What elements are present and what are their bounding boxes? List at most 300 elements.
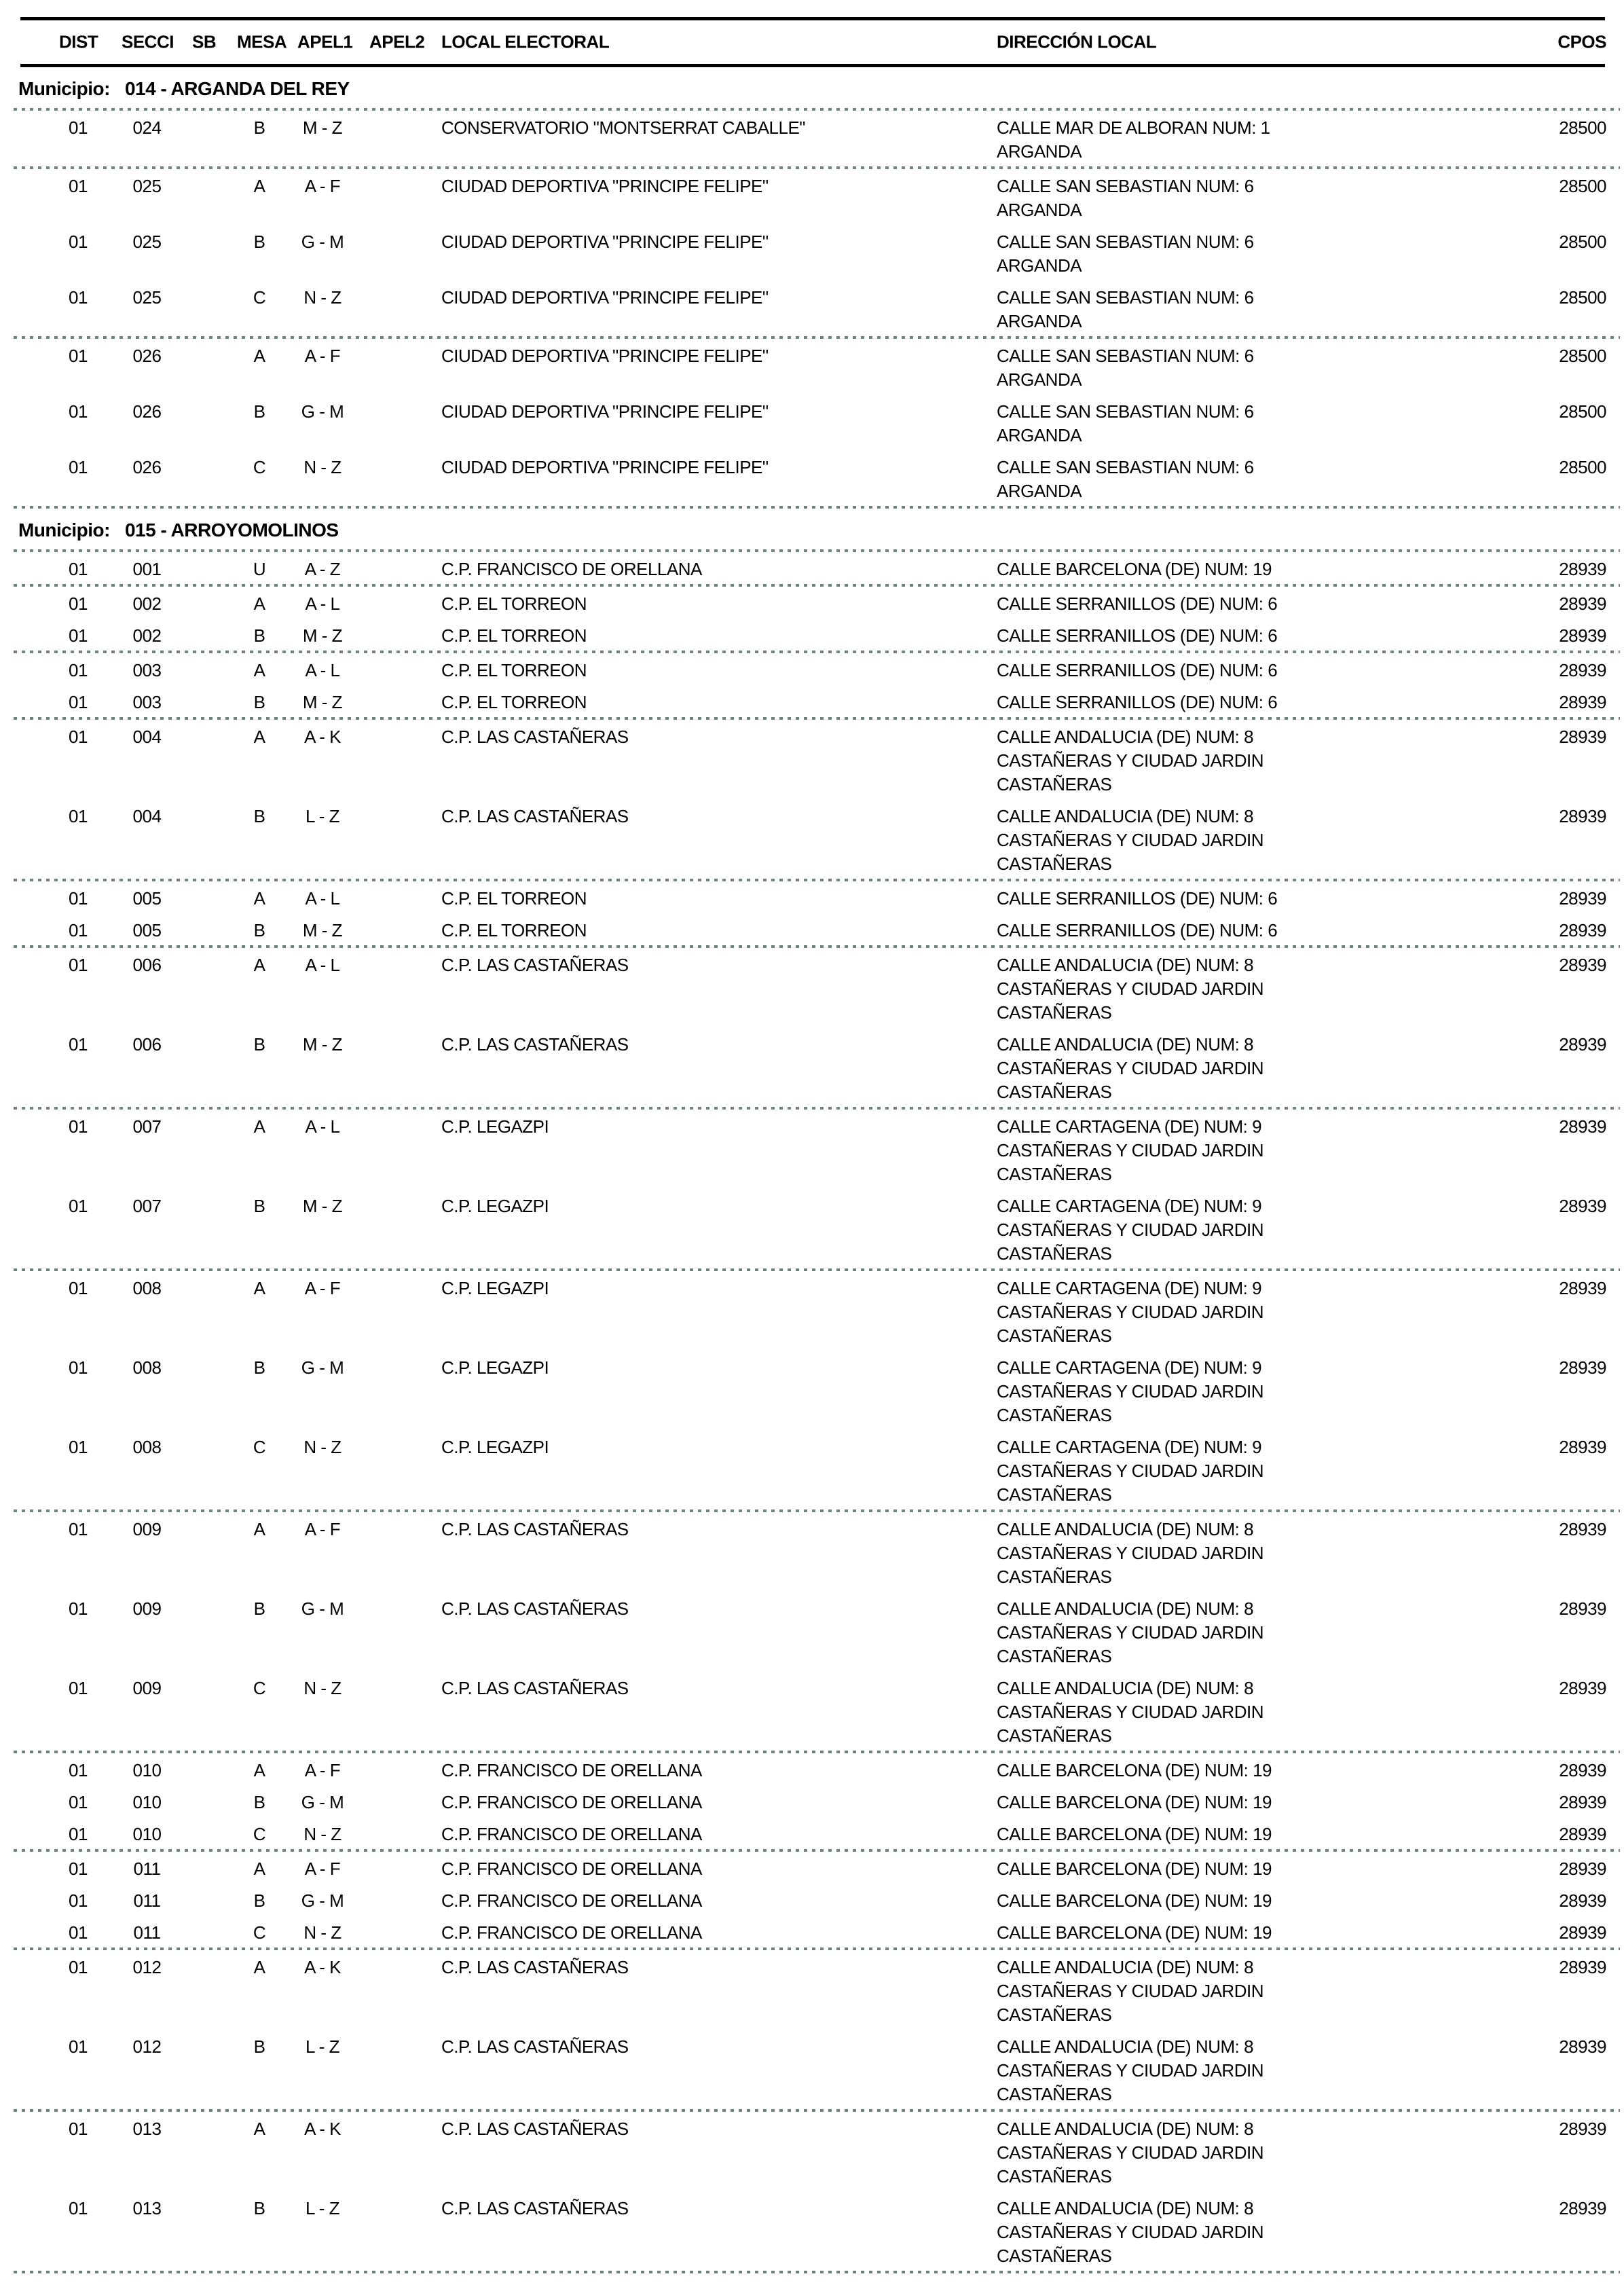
table-row xyxy=(0,881,1624,913)
row-address-line: CASTAÑERAS Y CIUDAD JARDIN xyxy=(997,1140,1263,1160)
col-header-dist: DIST xyxy=(59,31,98,52)
row-address-line: CASTAÑERAS Y CIUDAD JARDIN xyxy=(997,2222,1263,2242)
table-row xyxy=(0,1950,1624,2030)
row-secci: 025 xyxy=(132,232,162,252)
table-row xyxy=(0,799,1624,879)
row-dist: 01 xyxy=(69,660,88,680)
row-secci: 011 xyxy=(133,1859,161,1879)
row-apel-range: G - M xyxy=(301,1890,344,1911)
col-header-sb: SB xyxy=(192,31,217,52)
row-apel-range: M - Z xyxy=(302,625,343,646)
col-header-direccion: DIRECCIÓN LOCAL xyxy=(997,31,1157,52)
row-local: C.P. LAS CASTAÑERAS xyxy=(441,1957,629,1977)
row-cpos: 28939 xyxy=(1559,888,1606,909)
municipio-header xyxy=(0,509,1624,549)
row-local: C.P. LAS CASTAÑERAS xyxy=(441,2198,629,2218)
row-mesa: A xyxy=(253,955,265,975)
row-mesa: B xyxy=(253,920,265,940)
table-row xyxy=(0,2112,1624,2191)
row-secci: 008 xyxy=(132,1278,162,1298)
row-apel-range: A - F xyxy=(304,346,341,366)
table-row xyxy=(0,1110,1624,1189)
row-address-line: CALLE SAN SEBASTIAN NUM: 6 xyxy=(997,346,1254,366)
row-mesa: B xyxy=(253,1598,265,1619)
row-local: C.P. LEGAZPI xyxy=(441,1278,549,1298)
row-address xyxy=(997,557,1312,581)
row-address-line: CASTAÑERAS Y CIUDAD JARDIN xyxy=(997,1543,1263,1563)
row-dist: 01 xyxy=(69,1357,88,1378)
row-local: C.P. FRANCISCO DE ORELLANA xyxy=(441,1859,702,1879)
table-row xyxy=(0,948,1624,1027)
municipio-header xyxy=(0,67,1624,108)
row-mesa: A xyxy=(253,888,265,909)
row-mesa: B xyxy=(253,1792,265,1812)
row-address xyxy=(997,1033,1312,1104)
row-address xyxy=(997,1823,1312,1846)
row-cpos: 28939 xyxy=(1559,920,1606,940)
row-cpos: 28939 xyxy=(1559,1760,1606,1780)
row-dist: 01 xyxy=(69,1890,88,1911)
row-mesa: B xyxy=(253,692,265,712)
row-mesa: B xyxy=(253,1357,265,1378)
col-header-secci: SECCI xyxy=(122,31,174,52)
row-cpos: 28939 xyxy=(1559,955,1606,975)
row-address-line: CALLE SERRANILLOS (DE) NUM: 6 xyxy=(997,888,1278,909)
row-address xyxy=(997,1194,1312,1266)
row-address-line: CASTAÑERAS Y CIUDAD JARDIN xyxy=(997,1981,1263,2001)
row-cpos: 28939 xyxy=(1559,1196,1606,1216)
row-local: C.P. EL TORREON xyxy=(441,660,587,680)
row-apel-range: L - Z xyxy=(306,2198,339,2218)
row-dist: 01 xyxy=(69,1957,88,1977)
row-dist: 01 xyxy=(69,346,88,366)
row-address-line: CASTAÑERAS Y CIUDAD JARDIN xyxy=(997,1058,1263,1078)
row-mesa: B xyxy=(253,1034,265,1055)
row-mesa: B xyxy=(253,625,265,646)
row-local: C.P. LAS CASTAÑERAS xyxy=(441,806,629,826)
table-row xyxy=(0,169,1624,225)
row-cpos: 28939 xyxy=(1559,1034,1606,1055)
row-cpos: 28939 xyxy=(1559,727,1606,747)
row-local: C.P. LAS CASTAÑERAS xyxy=(441,1678,629,1698)
row-dist: 01 xyxy=(69,1859,88,1879)
row-local: C.P. EL TORREON xyxy=(441,920,587,940)
row-dist: 01 xyxy=(69,1678,88,1698)
row-local: CIUDAD DEPORTIVA "PRINCIPE FELIPE" xyxy=(441,346,769,366)
row-apel-range: A - F xyxy=(304,1519,341,1539)
row-mesa: B xyxy=(253,117,265,138)
row-dist: 01 xyxy=(69,176,88,196)
table-row xyxy=(0,1852,1624,1884)
table-row xyxy=(0,619,1624,651)
row-address xyxy=(997,2035,1312,2106)
row-secci: 011 xyxy=(133,1922,161,1943)
row-address-line: CALLE SAN SEBASTIAN NUM: 6 xyxy=(997,287,1254,308)
row-cpos: 28939 xyxy=(1559,2119,1606,2139)
row-cpos: 28500 xyxy=(1559,232,1606,252)
col-header-local: LOCAL ELECTORAL xyxy=(441,31,610,52)
row-address xyxy=(997,1857,1312,1881)
row-local: C.P. FRANCISCO DE ORELLANA xyxy=(441,1922,702,1943)
row-mesa: B xyxy=(253,1890,265,1911)
row-address-line: ARGANDA xyxy=(997,255,1082,276)
row-apel-range: G - M xyxy=(301,1598,344,1619)
row-mesa: B xyxy=(253,2198,265,2218)
row-apel-range: A - Z xyxy=(304,559,341,579)
row-local: C.P. FRANCISCO DE ORELLANA xyxy=(441,1824,702,1844)
row-address-line: CALLE ANDALUCIA (DE) NUM: 8 xyxy=(997,1678,1254,1698)
row-address-line: CASTAÑERAS xyxy=(997,1082,1112,1102)
row-cpos: 28939 xyxy=(1559,1357,1606,1378)
row-address-line: CALLE BARCELONA (DE) NUM: 19 xyxy=(997,1859,1272,1879)
row-secci: 005 xyxy=(132,888,162,909)
row-dist: 01 xyxy=(69,727,88,747)
row-apel-range: N - Z xyxy=(303,1922,342,1943)
row-secci: 009 xyxy=(132,1678,162,1698)
row-cpos: 28500 xyxy=(1559,176,1606,196)
row-dist: 01 xyxy=(69,2198,88,2218)
col-header-cpos: CPOS xyxy=(1557,31,1606,52)
row-local: C.P. LAS CASTAÑERAS xyxy=(441,2036,629,2057)
row-mesa: A xyxy=(253,346,265,366)
col-header-apel1: APEL1 xyxy=(297,31,353,52)
row-apel-range: A - L xyxy=(305,955,340,975)
row-apel-range: G - M xyxy=(301,1792,344,1812)
row-dist: 01 xyxy=(69,888,88,909)
row-apel-range: A - K xyxy=(304,1957,341,1977)
row-address-line: CASTAÑERAS xyxy=(997,2084,1112,2104)
row-mesa: A xyxy=(253,1116,265,1137)
row-apel-range: L - Z xyxy=(306,2036,339,2057)
row-address-line: CASTAÑERAS xyxy=(997,1243,1112,1264)
row-address-line: CALLE SAN SEBASTIAN NUM: 6 xyxy=(997,401,1254,422)
row-apel-range: N - Z xyxy=(303,1678,342,1698)
row-secci: 006 xyxy=(132,955,162,975)
row-address xyxy=(997,456,1312,503)
row-mesa: U xyxy=(253,559,266,579)
row-address xyxy=(997,2197,1312,2268)
row-address-line: CALLE SAN SEBASTIAN NUM: 6 xyxy=(997,176,1254,196)
row-secci: 007 xyxy=(132,1116,162,1137)
row-mesa: A xyxy=(253,660,265,680)
row-cpos: 28500 xyxy=(1559,457,1606,477)
row-address-line: CASTAÑERAS Y CIUDAD JARDIN xyxy=(997,1381,1263,1402)
table-row xyxy=(0,2191,1624,2271)
table-row xyxy=(0,587,1624,619)
row-cpos: 28939 xyxy=(1559,2036,1606,2057)
row-secci: 002 xyxy=(132,593,162,614)
row-address-line: CALLE ANDALUCIA (DE) NUM: 8 xyxy=(997,1034,1254,1055)
row-mesa: B xyxy=(253,2036,265,2057)
row-local: C.P. EL TORREON xyxy=(441,625,587,646)
row-address-line: CASTAÑERAS Y CIUDAD JARDIN xyxy=(997,1461,1263,1481)
table-row xyxy=(0,1671,1624,1751)
row-dist: 01 xyxy=(69,1034,88,1055)
row-address-line: CALLE BARCELONA (DE) NUM: 19 xyxy=(997,1792,1272,1812)
row-address xyxy=(997,1115,1312,1186)
row-address-line: CASTAÑERAS Y CIUDAD JARDIN xyxy=(997,1302,1263,1322)
row-mesa: C xyxy=(253,287,266,308)
row-local: CIUDAD DEPORTIVA "PRINCIPE FELIPE" xyxy=(441,232,769,252)
row-apel-range: A - K xyxy=(304,727,341,747)
row-address xyxy=(997,1277,1312,1348)
row-mesa: A xyxy=(253,2119,265,2139)
row-address xyxy=(997,230,1312,278)
row-dist: 01 xyxy=(69,2119,88,2139)
row-address-line: CALLE SAN SEBASTIAN NUM: 6 xyxy=(997,457,1254,477)
municipio-label: Municipio: xyxy=(18,78,110,99)
row-address xyxy=(997,1597,1312,1668)
row-local: C.P. LAS CASTAÑERAS xyxy=(441,1034,629,1055)
row-address-line: CASTAÑERAS Y CIUDAD JARDIN xyxy=(997,2142,1263,2163)
row-apel-range: A - F xyxy=(304,1760,341,1780)
dotted-separator xyxy=(14,2271,1620,2273)
row-local: CONSERVATORIO "MONTSERRAT CABALLE" xyxy=(441,117,806,138)
row-cpos: 28939 xyxy=(1559,1116,1606,1137)
row-address xyxy=(997,805,1312,876)
row-address-line: CALLE CARTAGENA (DE) NUM: 9 xyxy=(997,1437,1262,1457)
row-address-line: CALLE SERRANILLOS (DE) NUM: 6 xyxy=(997,920,1278,940)
row-secci: 008 xyxy=(132,1357,162,1378)
row-cpos: 28939 xyxy=(1559,593,1606,614)
row-address-line: CALLE ANDALUCIA (DE) NUM: 8 xyxy=(997,2119,1254,2139)
row-address xyxy=(997,1677,1312,1748)
row-apel-range: G - M xyxy=(301,232,344,252)
row-address-line: CALLE ANDALUCIA (DE) NUM: 8 xyxy=(997,2036,1254,2057)
row-secci: 026 xyxy=(132,346,162,366)
row-mesa: C xyxy=(253,1922,266,1943)
row-local: C.P. EL TORREON xyxy=(441,593,587,614)
row-secci: 005 xyxy=(132,920,162,940)
row-mesa: C xyxy=(253,457,266,477)
row-address-line: CASTAÑERAS xyxy=(997,1646,1112,1666)
row-address-line: CALLE CARTAGENA (DE) NUM: 9 xyxy=(997,1357,1262,1378)
row-dist: 01 xyxy=(69,806,88,826)
column-header-row xyxy=(0,20,1624,64)
row-address-line: CALLE ANDALUCIA (DE) NUM: 8 xyxy=(997,2198,1254,2218)
col-header-mesa: MESA xyxy=(237,31,287,52)
row-address-line: ARGANDA xyxy=(997,369,1082,390)
row-dist: 01 xyxy=(69,1598,88,1619)
row-secci: 013 xyxy=(132,2198,162,2218)
row-address xyxy=(997,691,1312,714)
row-apel-range: G - M xyxy=(301,1357,344,1378)
table-row xyxy=(0,1027,1624,1107)
row-secci: 007 xyxy=(132,1196,162,1216)
row-secci: 011 xyxy=(133,1890,161,1911)
row-address-line: CASTAÑERAS Y CIUDAD JARDIN xyxy=(997,2060,1263,2081)
table-row xyxy=(0,653,1624,685)
row-address-line: CASTAÑERAS xyxy=(997,854,1112,874)
row-address xyxy=(997,624,1312,648)
row-apel-range: N - Z xyxy=(303,287,342,308)
row-address-line: CASTAÑERAS xyxy=(997,2166,1112,2187)
row-address xyxy=(997,1791,1312,1814)
row-dist: 01 xyxy=(69,1437,88,1457)
row-apel-range: A - L xyxy=(305,593,340,614)
table-row xyxy=(0,111,1624,166)
row-apel-range: M - Z xyxy=(302,920,343,940)
row-address xyxy=(997,1435,1312,1507)
row-dist: 01 xyxy=(69,1922,88,1943)
row-cpos: 28939 xyxy=(1559,1598,1606,1619)
row-mesa: A xyxy=(253,1859,265,1879)
row-cpos: 28500 xyxy=(1559,401,1606,422)
row-dist: 01 xyxy=(69,232,88,252)
row-address xyxy=(997,286,1312,333)
row-address-line: CALLE SERRANILLOS (DE) NUM: 6 xyxy=(997,625,1278,646)
row-apel-range: G - M xyxy=(301,401,344,422)
table-row xyxy=(0,720,1624,799)
row-address-line: CASTAÑERAS Y CIUDAD JARDIN xyxy=(997,978,1263,999)
row-secci: 024 xyxy=(132,117,162,138)
row-dist: 01 xyxy=(69,1760,88,1780)
row-address xyxy=(997,1889,1312,1913)
row-local: C.P. LAS CASTAÑERAS xyxy=(441,955,629,975)
row-address-line: CASTAÑERAS xyxy=(997,1164,1112,1184)
row-cpos: 28939 xyxy=(1559,559,1606,579)
row-mesa: B xyxy=(253,806,265,826)
row-cpos: 28500 xyxy=(1559,117,1606,138)
table-row xyxy=(0,395,1624,450)
row-secci: 008 xyxy=(132,1437,162,1457)
row-local: CIUDAD DEPORTIVA "PRINCIPE FELIPE" xyxy=(441,176,769,196)
row-secci: 006 xyxy=(132,1034,162,1055)
row-apel-range: L - Z xyxy=(306,806,339,826)
table-row xyxy=(0,1430,1624,1510)
row-mesa: C xyxy=(253,1824,266,1844)
row-apel-range: M - Z xyxy=(302,1034,343,1055)
row-cpos: 28939 xyxy=(1559,1922,1606,1943)
row-address xyxy=(997,1518,1312,1589)
row-mesa: C xyxy=(253,1678,266,1698)
table-row xyxy=(0,685,1624,717)
row-address-line: ARGANDA xyxy=(997,311,1082,331)
row-local: CIUDAD DEPORTIVA "PRINCIPE FELIPE" xyxy=(441,401,769,422)
row-local: C.P. FRANCISCO DE ORELLANA xyxy=(441,1760,702,1780)
row-address-line: CALLE BARCELONA (DE) NUM: 19 xyxy=(997,1824,1272,1844)
row-dist: 01 xyxy=(69,1116,88,1137)
table-row xyxy=(0,2030,1624,2109)
row-apel-range: A - L xyxy=(305,888,340,909)
row-dist: 01 xyxy=(69,457,88,477)
row-dist: 01 xyxy=(69,1196,88,1216)
row-address-line: CALLE ANDALUCIA (DE) NUM: 8 xyxy=(997,1598,1254,1619)
row-mesa: A xyxy=(253,727,265,747)
row-address-line: ARGANDA xyxy=(997,200,1082,220)
row-address-line: CASTAÑERAS xyxy=(997,774,1112,794)
row-local: C.P. LAS CASTAÑERAS xyxy=(441,2119,629,2139)
row-secci: 004 xyxy=(132,727,162,747)
row-cpos: 28939 xyxy=(1559,1519,1606,1539)
row-secci: 025 xyxy=(132,176,162,196)
row-secci: 026 xyxy=(132,457,162,477)
row-secci: 002 xyxy=(132,625,162,646)
row-apel-range: M - Z xyxy=(302,692,343,712)
row-secci: 012 xyxy=(132,1957,162,1977)
row-address xyxy=(997,400,1312,447)
row-address-line: CALLE SAN SEBASTIAN NUM: 6 xyxy=(997,232,1254,252)
row-apel-range: N - Z xyxy=(303,457,342,477)
row-dist: 01 xyxy=(69,401,88,422)
municipio-label: Municipio: xyxy=(18,519,110,541)
row-cpos: 28939 xyxy=(1559,660,1606,680)
row-local: C.P. LAS CASTAÑERAS xyxy=(441,1598,629,1619)
row-address-line: CASTAÑERAS xyxy=(997,1484,1112,1505)
row-secci: 012 xyxy=(132,2036,162,2057)
table-row xyxy=(0,450,1624,506)
row-local: C.P. EL TORREON xyxy=(441,692,587,712)
row-address xyxy=(997,1759,1312,1782)
row-address-line: CALLE BARCELONA (DE) NUM: 19 xyxy=(997,1760,1272,1780)
table-row xyxy=(0,1753,1624,1785)
row-mesa: A xyxy=(253,1278,265,1298)
row-cpos: 28939 xyxy=(1559,1437,1606,1457)
table-row xyxy=(0,1271,1624,1351)
table-row xyxy=(0,280,1624,336)
row-secci: 026 xyxy=(132,401,162,422)
table-row xyxy=(0,1884,1624,1916)
row-mesa: A xyxy=(253,1760,265,1780)
row-cpos: 28939 xyxy=(1559,1890,1606,1911)
row-address xyxy=(997,887,1312,911)
table-row xyxy=(0,913,1624,945)
row-cpos: 28939 xyxy=(1559,1859,1606,1879)
row-mesa: B xyxy=(253,1196,265,1216)
row-address xyxy=(997,919,1312,943)
row-local: CIUDAD DEPORTIVA "PRINCIPE FELIPE" xyxy=(441,457,769,477)
row-apel-range: A - F xyxy=(304,1859,341,1879)
table-row xyxy=(0,1785,1624,1817)
row-cpos: 28939 xyxy=(1559,2198,1606,2218)
row-address xyxy=(997,1921,1312,1945)
row-dist: 01 xyxy=(69,1792,88,1812)
table-row xyxy=(0,1817,1624,1849)
table-row xyxy=(0,1512,1624,1592)
row-address-line: CALLE SERRANILLOS (DE) NUM: 6 xyxy=(997,660,1278,680)
row-address-line: CALLE BARCELONA (DE) NUM: 19 xyxy=(997,1890,1272,1911)
row-address-line: CALLE BARCELONA (DE) NUM: 19 xyxy=(997,559,1272,579)
row-address-line: CASTAÑERAS xyxy=(997,2005,1112,2025)
row-apel-range: N - Z xyxy=(303,1437,342,1457)
row-secci: 010 xyxy=(132,1824,162,1844)
row-address xyxy=(997,344,1312,392)
row-address-line: CALLE BARCELONA (DE) NUM: 19 xyxy=(997,1922,1272,1943)
row-mesa: A xyxy=(253,593,265,614)
row-cpos: 28939 xyxy=(1559,692,1606,712)
table-row xyxy=(0,1189,1624,1268)
row-address xyxy=(997,725,1312,797)
row-local: C.P. FRANCISCO DE ORELLANA xyxy=(441,1792,702,1812)
row-apel-range: M - Z xyxy=(302,1196,343,1216)
row-cpos: 28939 xyxy=(1559,1278,1606,1298)
row-address-line: CALLE ANDALUCIA (DE) NUM: 8 xyxy=(997,955,1254,975)
row-address-line: CALLE CARTAGENA (DE) NUM: 9 xyxy=(997,1196,1262,1216)
table-row xyxy=(0,225,1624,280)
row-address-line: CALLE SERRANILLOS (DE) NUM: 6 xyxy=(997,593,1278,614)
row-secci: 010 xyxy=(132,1792,162,1812)
row-dist: 01 xyxy=(69,593,88,614)
table-row xyxy=(0,1351,1624,1430)
table-row xyxy=(0,1916,1624,1947)
row-mesa: B xyxy=(253,232,265,252)
row-secci: 013 xyxy=(132,2119,162,2139)
row-local: CIUDAD DEPORTIVA "PRINCIPE FELIPE" xyxy=(441,287,769,308)
row-address xyxy=(997,592,1312,616)
row-dist: 01 xyxy=(69,1824,88,1844)
row-local: C.P. EL TORREON xyxy=(441,888,587,909)
row-dist: 01 xyxy=(69,287,88,308)
